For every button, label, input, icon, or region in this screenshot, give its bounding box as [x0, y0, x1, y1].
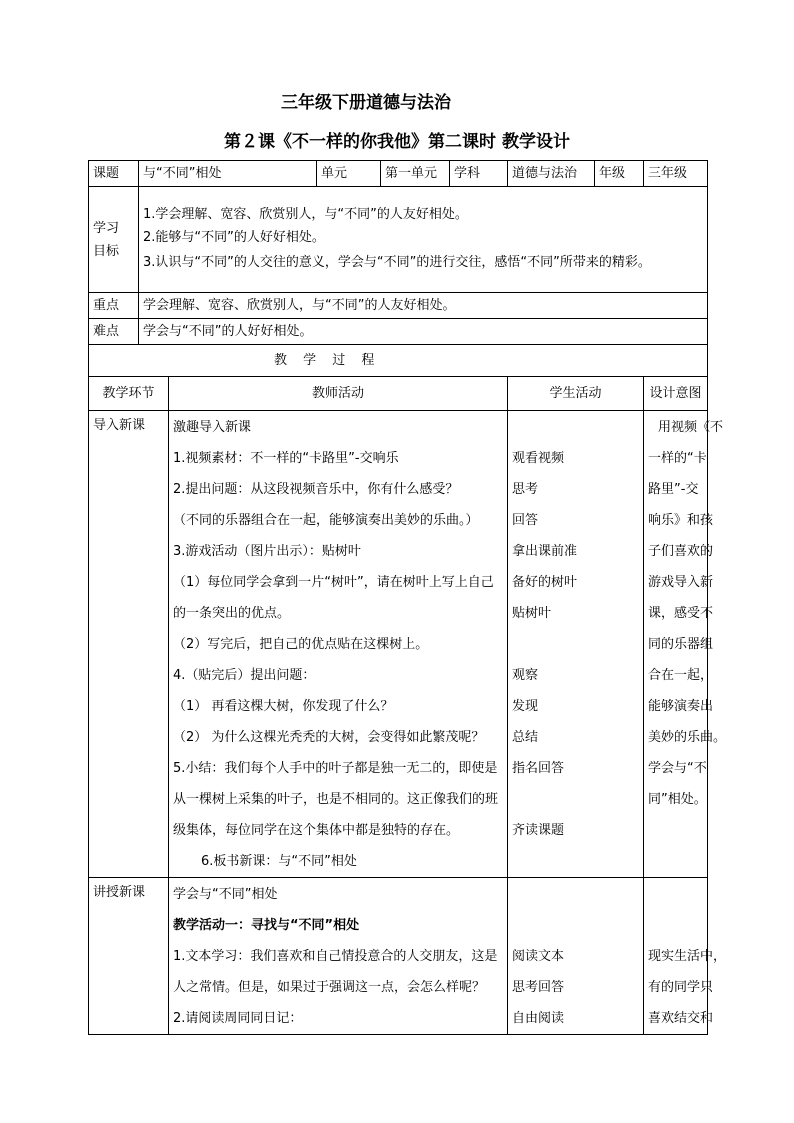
- student-line: 自由阅读: [512, 1011, 565, 1026]
- student-line: 思考回答: [512, 980, 565, 995]
- purpose-line: 子们喜欢的: [648, 544, 714, 559]
- purpose-line: 学会与“不: [648, 761, 707, 776]
- teacher-activity-intro: [169, 411, 508, 878]
- subject-label: 学科: [450, 161, 508, 187]
- unit-label: 单元: [317, 161, 381, 187]
- stage-new-lesson: 讲授新课: [89, 878, 169, 1035]
- difficulty-value: 学会与“不同”的人好好相处。: [139, 319, 708, 345]
- header-teacher: 教师活动: [169, 377, 508, 411]
- process-title: [89, 345, 708, 377]
- teacher-line: 从一棵树上采集的叶子，也是不相同的。这正像我们的班: [173, 792, 499, 807]
- purpose-line: 有的同学只: [648, 980, 714, 995]
- teacher-line: （2）写完后，把自己的优点贴在这棵树上。: [173, 637, 429, 652]
- teacher-line: 1.文本学习：我们喜欢和自己情投意合的人交朋友，这是: [173, 949, 498, 964]
- purpose-line: 合在一起，: [648, 668, 714, 683]
- header-stage: 教学环节: [89, 377, 169, 411]
- teacher-line: 学会与“不同”相处: [173, 887, 278, 902]
- topic-value: 与“不同”相处: [139, 161, 317, 187]
- student-activity-new: [508, 878, 644, 1035]
- teacher-line: 人之常情。但是，如果过于强调这一点，会怎么样呢？: [173, 980, 486, 995]
- lesson-title: 第２课《不一样的你我他》第二课时 教学设计: [224, 132, 570, 152]
- purpose-line: 现实生活中，: [648, 949, 727, 964]
- purpose-intro: [644, 411, 727, 878]
- student-line: 贴树叶: [512, 606, 552, 621]
- student-line: [512, 412, 639, 443]
- purpose-line: 一样的“卡: [648, 451, 707, 466]
- goals-label-text: 学习目标: [93, 220, 120, 259]
- goals-content: [139, 187, 708, 293]
- topic-label: 课题: [89, 161, 139, 187]
- student-line: 思考: [512, 482, 539, 497]
- purpose-line: 路里”-交: [648, 482, 699, 497]
- student-line: 阅读文本: [512, 949, 565, 964]
- grade-title: 三年级下册道德与法治: [281, 93, 451, 113]
- teacher-line: 级集体，每位同学在这个集体中都是独特的存在。: [173, 823, 460, 838]
- student-line: 拿出课前准: [512, 544, 578, 559]
- teacher-line: 6.板书新课：与“不同”相处: [201, 854, 357, 869]
- teacher-line: 2.请阅读周同同日记：: [173, 1011, 303, 1026]
- purpose-line: 响乐》和孩: [648, 513, 714, 528]
- key-point-value: 学会理解、宽容、欣赏别人，与“不同”的人友好相处。: [139, 293, 708, 319]
- key-point-label: 重点: [89, 293, 139, 319]
- teacher-line: 5.小结：我们每个人手中的叶子都是独一无二的，即使是: [173, 761, 498, 776]
- unit-value: 第一单元: [381, 161, 450, 187]
- teacher-line: 的一条突出的优点。: [173, 606, 291, 621]
- teacher-line: （2） 为什么这棵光秃秃的大树，会变得如此繁茂呢？: [173, 730, 485, 745]
- purpose-line: 同”相处。: [648, 792, 707, 807]
- purpose-line: 美妙的乐曲。: [648, 730, 727, 745]
- teacher-line: 4.（贴完后）提出问题：: [173, 668, 316, 683]
- purpose-line: 用视频《不: [658, 420, 724, 435]
- student-line: 齐读课题: [512, 823, 565, 838]
- teacher-line: 3.游戏活动（图片出示）：贴树叶: [173, 544, 361, 559]
- purpose-line: [648, 910, 703, 941]
- purpose-line: [648, 879, 703, 910]
- teacher-line: （不同的乐器组合在一起，能够演奏出美妙的乐曲。）: [173, 513, 479, 528]
- teacher-line: （1） 再看这棵大树，你发现了什么？: [173, 699, 394, 714]
- purpose-line: 喜欢结交和: [648, 1011, 714, 1026]
- subject-value: 道德与法治: [508, 161, 595, 187]
- student-activity-intro: [508, 411, 644, 878]
- student-line: [512, 879, 639, 910]
- student-line: [512, 846, 639, 877]
- teacher-activity-new: [169, 878, 508, 1035]
- goal-item-3: 3.认识与“不同”的人交往的意义，学会与“不同”的进行交往，感悟“不同”所带来的精彩。: [143, 254, 651, 270]
- grade-label: 年级: [595, 161, 644, 187]
- process-title-text: 教 学 过 程: [274, 353, 381, 368]
- teacher-line: 教学活动一：寻找与“不同”相处: [173, 918, 360, 933]
- goal-item-2: 2.能够与“不同”的人好好相处。: [143, 229, 325, 245]
- student-line: 回答: [512, 513, 539, 528]
- purpose-line: 课，感受不: [648, 606, 714, 621]
- student-line: 观看视频: [512, 451, 565, 466]
- header-purpose: 设计意图: [644, 377, 708, 411]
- purpose-line: 能够演奏出: [648, 699, 714, 714]
- teacher-line: 激趣导入新课: [173, 420, 252, 435]
- purpose-line: 游戏导入新: [648, 575, 714, 590]
- teacher-line: 1.视频素材：不一样的“卡路里”-交响乐: [173, 451, 399, 466]
- teacher-line: 2.提出问题：从这段视频音乐中，你有什么感受？: [173, 482, 459, 497]
- grade-value: 三年级: [644, 161, 708, 187]
- student-line: [512, 910, 639, 941]
- student-line: [512, 784, 639, 815]
- student-line: 总结: [512, 730, 539, 745]
- purpose-line: 同的乐器组: [648, 637, 714, 652]
- student-line: 指名回答: [512, 761, 565, 776]
- purpose-new: [644, 878, 727, 1035]
- student-line: 发现: [512, 699, 539, 714]
- student-line: [512, 629, 639, 660]
- student-line: 观察: [512, 668, 539, 683]
- lesson-plan-table: [88, 160, 727, 1035]
- teacher-line: （1）每位同学会拿到一片“树叶”，请在树叶上写上自己: [173, 575, 494, 590]
- difficulty-label: 难点: [89, 319, 139, 345]
- goal-item-1: 1.学会理解、宽容、欣赏别人，与“不同”的人友好相处。: [143, 206, 468, 222]
- student-line: 备好的树叶: [512, 575, 578, 590]
- goals-label: [89, 187, 139, 293]
- stage-intro: 导入新课: [89, 411, 169, 878]
- header-student: 学生活动: [508, 377, 644, 411]
